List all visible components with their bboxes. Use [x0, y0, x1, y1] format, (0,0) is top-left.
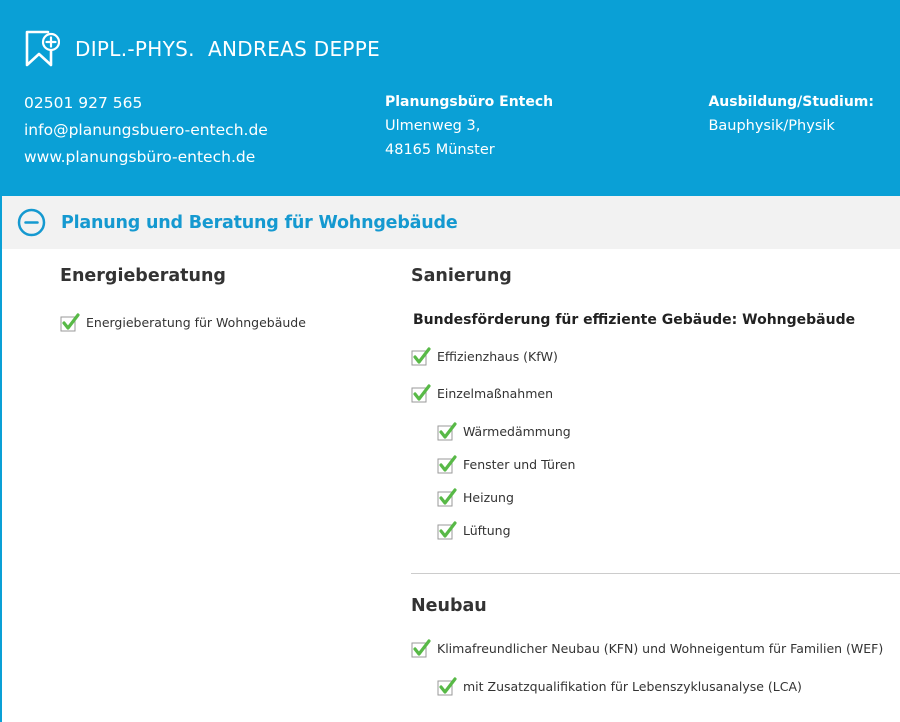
checkmark-icon: [411, 383, 431, 403]
checkmark-icon: [437, 454, 457, 474]
sanierung-subheading: Bundesförderung für effiziente Gebäude: Wohngebäude: [413, 312, 856, 328]
list-item-label: Energieberatung für Wohngebäude: [86, 314, 306, 330]
list-item-label: Fenster und Türen: [463, 456, 576, 472]
accordion-panel: [0, 196, 900, 722]
energieberatung-section: [60, 266, 360, 330]
owner-name: DIPL.-PHYS. ANDREAS DEPPE: [75, 37, 381, 61]
sanierung-heading: Sanierung: [411, 266, 512, 286]
email-link[interactable]: info@planungsbuero-entech.de: [24, 121, 268, 139]
list-item: [437, 487, 514, 507]
list-item: [437, 454, 575, 474]
list-item: [411, 346, 558, 366]
checkmark-icon: [437, 487, 457, 507]
section-divider: [411, 573, 900, 574]
list-item-label: Effizienzhaus (KfW): [437, 348, 558, 364]
education-info: [708, 90, 874, 138]
checkmark-icon: [411, 638, 431, 658]
list-item: [437, 520, 511, 540]
list-item: [60, 312, 306, 332]
neubau-section: [411, 596, 900, 694]
accordion-header[interactable]: [2, 196, 900, 249]
education-title: Ausbildung/Studium:: [708, 94, 874, 110]
neubau-heading: Neubau: [411, 596, 487, 616]
office-title: Planungsbüro Entech: [385, 94, 554, 110]
checkmark-icon: [437, 676, 457, 696]
list-item: [437, 676, 802, 696]
checkmark-icon: [437, 421, 457, 441]
list-item-label: Heizung: [463, 489, 514, 505]
checkmark-icon: [437, 520, 457, 540]
list-item-label: Lüftung: [463, 522, 511, 538]
office-street: Ulmenweg 3,: [385, 118, 481, 134]
list-item-label: Einzelmaßnahmen: [437, 385, 554, 401]
site-header: [0, 0, 900, 196]
education-value: Bauphysik/Physik: [708, 118, 835, 134]
checkmark-icon: [411, 346, 431, 366]
list-item: [437, 421, 571, 441]
list-item-label: Klimafreundlicher Neubau (KFN) und Wohneigentum für Familien (WEF): [437, 640, 884, 656]
list-item: [411, 383, 553, 403]
phone-link[interactable]: 02501 927 565: [24, 94, 143, 112]
list-item: [411, 638, 883, 658]
bookmark-plus-icon: [24, 30, 60, 68]
website-link[interactable]: www.planungsbüro-entech.de: [24, 148, 256, 166]
minus-circle-icon[interactable]: [17, 208, 46, 237]
office-city: 48165 Münster: [385, 142, 495, 158]
contact-info: [24, 90, 268, 171]
energieberatung-heading: Energieberatung: [60, 266, 226, 286]
list-item-label: Wärmedämmung: [463, 423, 571, 439]
checkmark-icon: [60, 312, 80, 332]
sanierung-section: [411, 266, 900, 538]
brand[interactable]: [24, 30, 380, 68]
accordion-title: Planung und Beratung für Wohngebäude: [61, 212, 458, 233]
office-address: [385, 90, 553, 162]
list-item-label: mit Zusatzqualifikation für Lebenszyklusanalyse (LCA): [463, 678, 802, 694]
